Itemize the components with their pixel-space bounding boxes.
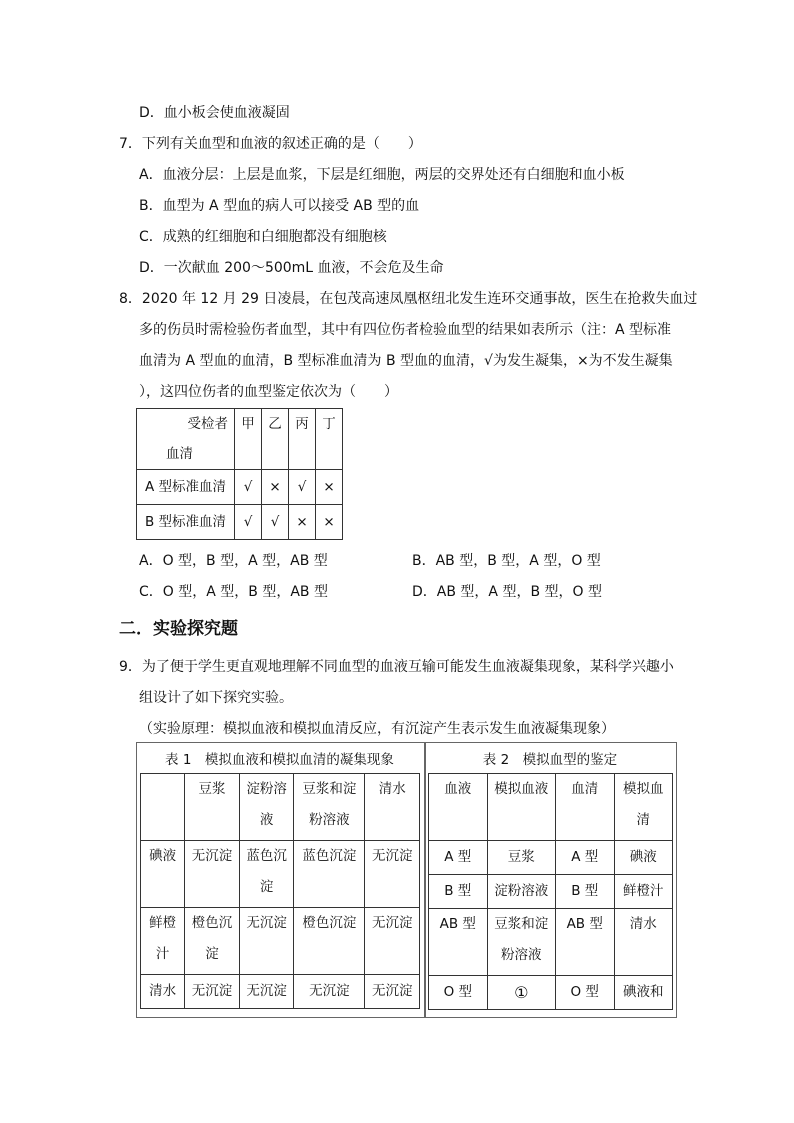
q8-stem-line1: 8．2020 年 12 月 29 日凌晨，在包茂高速凤凰枢纽北发生连环交通事故，医生在抢救失血过 — [119, 291, 698, 307]
table-row — [137, 505, 343, 540]
q8-col-header: 乙 — [262, 409, 289, 470]
table1-header-line: 豆浆和淀 — [302, 781, 357, 797]
table1-row-label-line: 鲜橙 — [149, 915, 177, 931]
table1-header — [294, 774, 365, 841]
table1-row-label — [141, 908, 185, 975]
q8-row-label: B 型标准血清 — [137, 505, 235, 540]
q8-cell: × — [316, 470, 343, 505]
q7-option-a: A．血液分层：上层是血浆，下层是红细胞，两层的交界处还有白细胞和血小板 — [139, 167, 625, 183]
q9-stem-line2: 组设计了如下探究实验。 — [139, 690, 293, 706]
table-row — [141, 975, 420, 1009]
table2-cell: 碘液 — [614, 841, 673, 875]
table2-cell: B 型 — [555, 875, 614, 909]
table2-cell: AB 型 — [429, 909, 488, 976]
q8-row-label: A 型标准血清 — [137, 470, 235, 505]
q8-stem-line4: ），这四位伤者的血型鉴定依次为（ ） — [139, 384, 398, 400]
table-row — [429, 841, 673, 875]
table2-cell: A 型 — [555, 841, 614, 875]
table2-cell: 碘液和 — [614, 976, 673, 1010]
table-row — [429, 875, 673, 909]
table1-cell: 橙色沉淀 — [294, 908, 365, 975]
table2-cell: 豆浆 — [487, 841, 555, 875]
q8-cell: × — [316, 505, 343, 540]
section-title: 二．实验探究题 — [119, 619, 238, 639]
table2-cell: A 型 — [429, 841, 488, 875]
q9-stem-line1: 9．为了便于学生更直观地理解不同血型的血液互输可能发生血液凝集现象，某科学兴趣小 — [119, 659, 674, 675]
q8-corner-cell — [137, 409, 235, 470]
table1-cell: 无沉淀 — [185, 841, 240, 908]
table2-header: 血清 — [555, 774, 614, 841]
table2-header-line: 清 — [636, 812, 650, 828]
q8-corner-top: 受检者 — [187, 416, 228, 432]
q8-cell: √ — [235, 470, 262, 505]
table2-cell: B 型 — [429, 875, 488, 909]
q8-cell: × — [262, 470, 289, 505]
q8-blood-type-table — [136, 408, 343, 540]
q7-option-b: B．血型为 A 型血的病人可以接受 AB 型的血 — [139, 198, 420, 214]
q7-stem: 7．下列有关血型和血液的叙述正确的是（ ） — [119, 136, 422, 152]
table2-cell: 清水 — [614, 909, 673, 976]
table1-title: 表 1 模拟血液和模拟血清的凝集现象 — [165, 752, 394, 768]
table1 — [140, 773, 420, 1009]
table1-cell-line: 橙色沉 — [191, 915, 233, 931]
table-row — [137, 470, 343, 505]
table1-row-label: 碘液 — [141, 841, 185, 908]
table2-title: 表 2 模拟血型的鉴定 — [482, 752, 618, 768]
q7-option-c: C．成熟的红细胞和白细胞都没有细胞核 — [139, 229, 387, 245]
q8-option-a: A．O 型，B 型，A 型，AB 型 — [139, 553, 328, 569]
q8-stem-line2: 多的伤员时需检验伤者血型，其中有四位伤者检验血型的结果如表所示（注：A 型标准 — [139, 322, 672, 338]
q8-cell: √ — [235, 505, 262, 540]
q8-option-d: D．AB 型，A 型，B 型，O 型 — [412, 584, 602, 600]
q8-col-header: 丁 — [316, 409, 343, 470]
table1-cell: 无沉淀 — [239, 975, 294, 1009]
table-row — [429, 909, 673, 976]
q7-option-d: D．一次献血 200～500mL 血液，不会危及生命 — [139, 260, 444, 276]
table1-cell-line: 淀 — [205, 946, 219, 962]
table-row — [141, 908, 420, 975]
table2-cell: O 型 — [429, 976, 488, 1010]
table1-header: 豆浆 — [185, 774, 240, 841]
q8-option-c: C．O 型，A 型，B 型，AB 型 — [139, 584, 328, 600]
table-row — [429, 976, 673, 1010]
table1-cell: 无沉淀 — [365, 975, 420, 1009]
table1-cell-line: 淀 — [259, 879, 274, 895]
table1-cell: 无沉淀 — [365, 841, 420, 908]
table2-header — [614, 774, 673, 841]
table1-cell: 无沉淀 — [294, 975, 365, 1009]
q8-option-b: B．AB 型，B 型，A 型，O 型 — [412, 553, 601, 569]
table1-row-label: 清水 — [141, 975, 185, 1009]
q8-cell: √ — [289, 470, 316, 505]
table1-cell-line: 蓝色沉 — [246, 848, 287, 864]
table1-cell: 无沉淀 — [185, 975, 240, 1009]
table1-cell: 无沉淀 — [239, 908, 294, 975]
table1-header — [239, 774, 294, 841]
q8-cell: × — [289, 505, 316, 540]
q8-stem-line3: 血清为 A 型血的血清，B 型标准血清为 B 型血的血清，√为发生凝集，×为不发生凝集 — [139, 353, 673, 369]
table2-cell: O 型 — [555, 976, 614, 1010]
q8-cell: √ — [262, 505, 289, 540]
q8-col-header: 丙 — [289, 409, 316, 470]
table1-header-line: 液 — [259, 812, 274, 828]
q6-option-d: D．血小板会使血液凝固 — [139, 105, 290, 121]
table2-cell-blank-marker: ① — [487, 976, 555, 1010]
table1-row-label-line: 汁 — [155, 946, 170, 962]
table2-cell: AB 型 — [555, 909, 614, 976]
table2-cell — [487, 909, 555, 976]
table-row — [141, 841, 420, 908]
table1-header-line: 淀粉溶 — [246, 781, 287, 797]
table2-cell-line: 豆浆和淀 — [494, 916, 549, 932]
q8-col-header: 甲 — [235, 409, 262, 470]
table1-corner — [141, 774, 185, 841]
table2-cell-line: 粉溶液 — [501, 947, 542, 963]
table2-header: 模拟血液 — [487, 774, 555, 841]
q8-corner-bottom: 血清 — [166, 446, 193, 462]
table1-cell — [185, 908, 240, 975]
table1-cell — [239, 841, 294, 908]
q9-principle: （实验原理：模拟血液和模拟血清反应，有沉淀产生表示发生血液凝集现象） — [139, 721, 615, 737]
table2-cell: 淀粉溶液 — [487, 875, 555, 909]
table2-cell: 鲜橙汁 — [614, 875, 673, 909]
table1-cell: 蓝色沉淀 — [294, 841, 365, 908]
table2-header: 血液 — [429, 774, 488, 841]
table2-header-line: 模拟血 — [623, 781, 664, 797]
table1-cell: 无沉淀 — [365, 908, 420, 975]
table1-header: 清水 — [365, 774, 420, 841]
table1-header-line: 粉溶液 — [309, 812, 350, 828]
table2 — [428, 773, 673, 1010]
